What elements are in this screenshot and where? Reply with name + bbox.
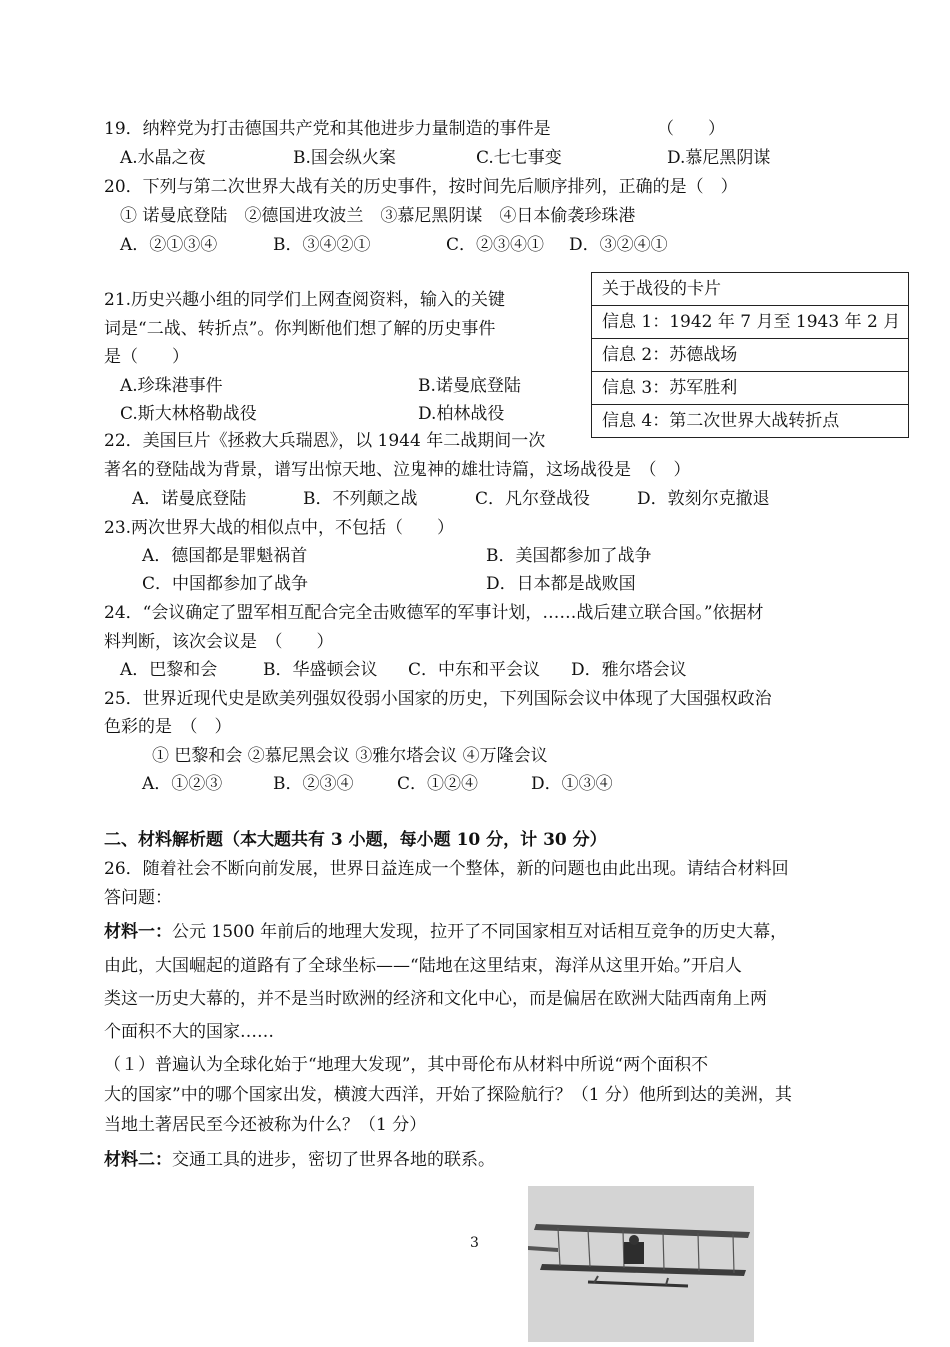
material1-line2: 由此，大国崛起的道路有了全球坐标——“陆地在这里结束，海洋从这里开始。”开启人 (104, 956, 742, 976)
q22-option-a: A．诺曼底登陆 (132, 489, 247, 509)
subq1-line2: 大的国家”中的哪个国家出发，横渡大西洋，开始了探险航行？（1 分）他所到达的美洲，其 (104, 1085, 792, 1105)
q19-option-d: D.慕尼黑阴谋 (667, 148, 771, 168)
q21-line3: 是（ ） (104, 347, 189, 367)
q22-option-c: C．凡尔登战役 (475, 489, 591, 509)
q25-option-d: D．①③④ (531, 774, 613, 794)
material2-text: 交通工具的进步，密切了世界各地的联系。 (172, 1150, 495, 1170)
q20-option-d: D．③②④① (569, 235, 668, 255)
q19-option-c: C.七七事变 (476, 148, 562, 168)
material2-line (104, 1148, 495, 1172)
q26-line2: 答问题： (104, 888, 172, 908)
q23-option-c: C．中国都参加了战争 (142, 574, 309, 594)
q23-option-d: D．日本都是战败国 (486, 574, 636, 594)
subq1-line1: （１）普遍认为全球化始于“地理大发现”，其中哥伦布从材料中所说“两个面积不 (104, 1055, 709, 1075)
q24-line2: 料判断，该次会议是 （ ） (104, 632, 334, 652)
q23-stem: 23.两次世界大战的相似点中，不包括（ ） (104, 518, 455, 538)
q22-option-d: D．敦刻尔克撤退 (637, 489, 770, 509)
q20-option-b: B．③④②① (273, 235, 371, 255)
q24-option-c: C．中东和平会议 (408, 660, 541, 680)
q25-option-c: C．①②④ (397, 774, 479, 794)
q25-option-a: A．①②③ (142, 774, 223, 794)
card-info-1: 信息 1：1942 年 7 月至 1943 年 2 月 (592, 306, 908, 339)
q19-option-a: A.水晶之夜 (120, 148, 206, 168)
q23-option-a: A．德国都是罪魁祸首 (142, 546, 308, 566)
material1-label: 材料一： (104, 922, 172, 942)
card-info-4: 信息 4：第二次世界大战转折点 (602, 411, 840, 431)
card-title: 关于战役的卡片 (592, 273, 908, 306)
material1-line3: 类这一历史大幕的，并不是当时欧洲的经济和文化中心，而是偏居在欧洲大陆西南角上两 (104, 989, 767, 1009)
q25-line1: 25．世界近现代史是欧美列强奴役弱小国家的历史，下列国际会议中体现了大国强权政治 (104, 689, 772, 709)
q22-line2: 著名的登陆战为背景，谱写出惊天地、泣鬼神的雄壮诗篇，这场战役是 （ ） (104, 460, 691, 480)
q25-option-b: B．②③④ (273, 774, 354, 794)
q19-option-b: B.国会纵火案 (293, 148, 396, 168)
q20-option-c: C．②③④① (446, 235, 545, 255)
q25-line2: 色彩的是 （ ） (104, 717, 232, 737)
section2-heading: 二、材料解析题（本大题共有 3 小题，每小题 10 分，计 30 分） (104, 830, 607, 850)
q20-items: ① 诺曼底登陆 ②德国进攻波兰 ③慕尼黑阴谋 ④日本偷袭珍珠港 (120, 206, 636, 226)
page-number: 3 (470, 1235, 479, 1251)
q24-option-a: A．巴黎和会 (120, 660, 218, 680)
q24-option-b: B．华盛顿会议 (263, 660, 378, 680)
q20-stem: 20．下列与第二次世界大战有关的历史事件，按时间先后顺序排列，正确的是（ ） (104, 177, 738, 197)
q21-option-c: C.斯大林格勒战役 (120, 404, 257, 424)
q19-paren: （ ） (657, 119, 725, 139)
q20-option-a: A．②①③④ (120, 235, 218, 255)
q24-option-d: D．雅尔塔会议 (571, 660, 687, 680)
material1-text-1: 公元 1500 年前后的地理大发现，拉开了不同国家相互对话相互竞争的历史大幕， (172, 922, 788, 942)
q25-items: ① 巴黎和会 ②慕尼黑会议 ③雅尔塔会议 ④万隆会议 (152, 746, 548, 766)
q21-option-b: B.诺曼底登陆 (418, 376, 521, 396)
q21-option-d: D.柏林战役 (418, 404, 505, 424)
q19-stem: 19．纳粹党为打击德国共产党和其他进步力量制造的事件是 (104, 119, 551, 139)
battle-card (591, 272, 909, 438)
airplane-photo (528, 1186, 754, 1342)
material1-line1 (104, 920, 787, 944)
q26-line1: 26．随着社会不断向前发展，世界日益连成一个整体，新的问题也由此出现。请结合材料回 (104, 859, 789, 879)
q22-option-b: B．不列颠之战 (303, 489, 418, 509)
material1-line4: 个面积不大的国家…… (104, 1022, 274, 1042)
q24-line1: 24．“会议确定了盟军相互配合完全击败德军的军事计划，……战后建立联合国。”依据材 (104, 603, 764, 623)
q21-line1: 21.历史兴趣小组的同学们上网查阅资料，输入的关键 (104, 290, 506, 310)
q23-option-b: B．美国都参加了战争 (486, 546, 652, 566)
q21-option-a: A.珍珠港事件 (120, 376, 223, 396)
card-info-3: 信息 3：苏军胜利 (592, 372, 908, 405)
q22-line1: 22．美国巨片《拯救大兵瑞恩》，以 1944 年二战期间一次 (104, 431, 546, 451)
subq1-line3: 当地土著居民至今还被称为什么？（1 分） (104, 1115, 427, 1135)
material2-label: 材料二： (104, 1150, 172, 1170)
q21-line2: 词是“二战、转折点”。你判断他们想了解的历史事件 (104, 319, 496, 339)
biplane-icon (528, 1186, 754, 1342)
card-info-2: 信息 2：苏德战场 (592, 339, 908, 372)
